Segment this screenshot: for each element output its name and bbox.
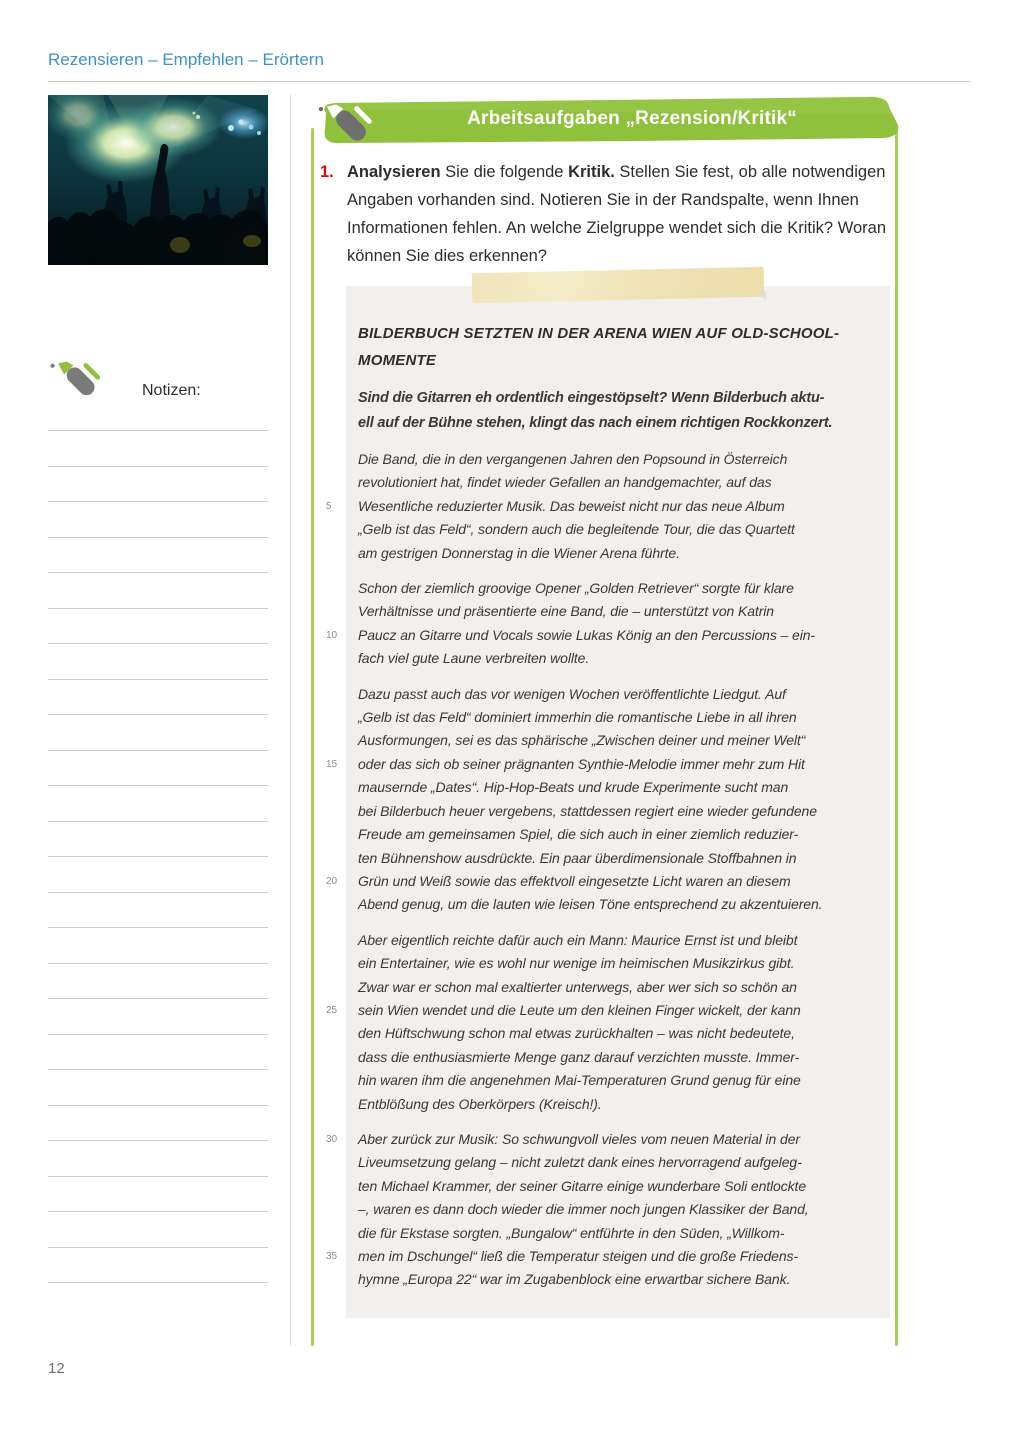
review-line: Paucz an Gitarre und Vocals sowie Lukas König an den Percussions – ein- 10	[358, 624, 876, 647]
notes-ruled-line	[48, 608, 268, 609]
concert-crowd-photo	[48, 95, 268, 265]
review-line: Schon der ziemlich groovige Opener „Golden Retriever“ sorgte für klare	[358, 580, 794, 597]
line-number: 25	[326, 1004, 338, 1016]
task-number: 1.	[320, 163, 334, 181]
notes-ruled-line	[48, 927, 268, 928]
review-line: Grün und Weiß sowie das effektvoll eingesetzte Licht waren an diesem 20	[358, 870, 876, 893]
notes-ruled-line	[48, 1176, 268, 1177]
review-line: Aber eigentlich reichte dafür auch ein Mann: Maurice Ernst ist und bleibt	[358, 931, 798, 948]
line-number: 20	[326, 875, 338, 887]
notes-ruled-line	[48, 998, 268, 999]
review-line: sein Wien wendet und die Leute um den kleinen Finger wickelt, der kann 25	[358, 999, 876, 1022]
banner-title: Arbeitsaufgaben „Rezension/Kritik“	[467, 108, 797, 129]
review-line: ten Bühnenshow ausdrückte. Ein paar überdimensionale Stoffbahnen in	[358, 849, 797, 866]
review-line: oder das sich ob seiner prägnanten Synthie-Melodie immer mehr zum Hit 15	[358, 753, 876, 776]
line-number: 15	[326, 758, 338, 770]
review-headline	[358, 320, 876, 374]
notes-ruled-line	[48, 466, 268, 467]
review-body	[326, 448, 876, 1292]
task-text-segment: Sie die folgende	[440, 163, 569, 181]
notes-ruled-line	[48, 785, 268, 786]
review-line: Wesentliche reduzierter Musik. Das beweist nicht nur das neue Album 5	[358, 495, 876, 518]
column-divider	[290, 95, 291, 1345]
notes-ruled-line	[48, 821, 268, 822]
review-line: ten Michael Krammer, der seiner Gitarre einige wunderbare Soli entlockte	[358, 1177, 807, 1194]
notes-ruled-line	[48, 1282, 268, 1283]
review-line: Sind die Gitarren eh ordentlich eingestöpselt? Wenn Bilderbuch aktu-	[358, 390, 825, 406]
notes-ruled-line	[48, 892, 268, 893]
review-line: –, waren es dann doch wieder die immer noch jungen Klassiker der Band,	[358, 1201, 809, 1218]
line-number: 30	[326, 1133, 338, 1145]
task-frame-right	[895, 128, 898, 1346]
notes-ruled-line	[48, 856, 268, 857]
line-number: 5	[326, 500, 332, 512]
review-line: Zwar war er schon mal exaltierter unterwegs, aber wer sich so schön an	[358, 978, 797, 995]
notes-ruled-line	[48, 430, 268, 431]
review-box	[326, 286, 890, 1318]
review-line: Dazu passt auch das vor wenigen Wochen veröffentlichte Liedgut. Auf	[358, 685, 786, 702]
task-text-segment: Analysieren	[347, 163, 441, 181]
notes-ruled-line	[48, 679, 268, 680]
review-paragraph	[326, 683, 876, 917]
review-line: Aber zurück zur Musik: So schwungvoll vieles vom neuen Material in der 30	[358, 1128, 876, 1151]
notes-header	[48, 348, 278, 408]
line-number: 35	[326, 1251, 338, 1262]
notes-ruled-line	[48, 1069, 268, 1070]
review-line: dass die enthusiasmierte Menge ganz darauf verzichten musste. Immer-	[358, 1048, 800, 1065]
review-line: am gestrigen Donnerstag in die Wiener Arena führte.	[358, 544, 680, 561]
review-line: Ausformungen, sei es das sphärische „Zwischen deiner und meiner Welt“	[358, 732, 806, 749]
task-text-segment: Kritik.	[568, 163, 615, 181]
breadcrumb: Rezensieren – Empfehlen – Erörtern	[48, 50, 324, 69]
review-line: ell auf der Bühne stehen, klingt das nach einem richtigen Rockkonzert.	[358, 415, 833, 431]
notes-ruled-line	[48, 1247, 268, 1248]
notes-ruled-line	[48, 1140, 268, 1141]
notes-ruled-line	[48, 537, 268, 538]
notes-ruled-line	[48, 750, 268, 751]
review-line: mausernde „Dates“. Hip-Hop-Beats und krude Experimente sucht man	[358, 779, 789, 796]
review-line: die für Ekstase sorgten. „Bungalow“ entführte in den Süden, „Willkom-	[358, 1224, 785, 1241]
page-number: 12	[48, 1360, 65, 1377]
review-headline-line: BILDERBUCH SETZTEN IN DER ARENA WIEN AUF OLD-SCHOOL-	[358, 325, 840, 342]
tape-decoration	[472, 267, 765, 304]
notes-ruled-line	[48, 501, 268, 502]
review-line: bei Bilderbuch heuer vergebens, stattdessen regiert eine wieder gefundene	[358, 802, 817, 819]
task-frame-left	[311, 128, 314, 1346]
task-text	[347, 163, 886, 265]
task-text-segment: Stellen Sie fest, ob alle notwendigen Angaben vorhanden sind. Notieren Sie in der Randspalte, wenn Ihnen Informationen fehlen. An welche Zielgruppe wendet sich die Kritik? Woran können Sie dies erkennen?	[347, 163, 886, 265]
review-line: den Hüftschwung schon mal etwas zurückhalten – was nicht bedeutete,	[358, 1025, 795, 1042]
review-paragraph	[326, 577, 876, 671]
notes-ruled-line	[48, 1105, 268, 1106]
header-rule	[48, 81, 970, 82]
notes-ruled-line	[48, 1211, 268, 1212]
review-headline-line: MOMENTE	[358, 352, 437, 369]
notes-label: Notizen:	[142, 382, 201, 399]
review-line: fach viel gute Laune verbreiten wollte.	[358, 650, 590, 667]
review-paragraph	[326, 929, 876, 1116]
review-line: Abend genug, um die lauten wie leisen Töne entsprechend zu akzentuieren.	[358, 896, 823, 913]
notes-ruled-line	[48, 643, 268, 644]
review-paragraph	[326, 448, 876, 565]
section-banner	[314, 96, 900, 144]
notes-ruled-line	[48, 572, 268, 573]
line-number: 10	[326, 629, 338, 641]
review-line: hymne „Europa 22“ war im Zugabenblock eine erwartbar sichere Bank.	[358, 1271, 791, 1288]
review-line: hin waren ihm die angenehmen Mai-Temperaturen Grund genug für eine	[358, 1072, 801, 1089]
review-line: men im Dschungel“ ließ die Temperatur steigen und die große Friedens- 35	[358, 1245, 876, 1268]
review-line: Liveumsetzung gelang – nicht zuletzt dank eines hervorragend aufgeleg-	[358, 1154, 802, 1171]
review-line: „Gelb ist das Feld“, sondern auch die begleitende Tour, die das Quartett	[358, 521, 795, 538]
task-item-1	[320, 158, 886, 270]
marker-pen-icon	[316, 90, 376, 150]
notes-ruled-line	[48, 714, 268, 715]
notes-ruled-line	[48, 1034, 268, 1035]
review-line: ein Entertainer, wie es wohl nur wenige im heimischen Musikzirkus gibt.	[358, 955, 795, 972]
notes-ruled-line	[48, 963, 268, 964]
review-paragraph	[326, 1128, 876, 1292]
review-line: Freude am gemeinsamen Spiel, die sich auch in einer ziemlich reduzier-	[358, 826, 799, 843]
marker-pen-icon	[48, 348, 104, 404]
concert-crowd-photo-art	[48, 95, 268, 265]
review-line: Verhältnisse und präsentierte eine Band, die – unterstützt von Katrin	[358, 603, 774, 620]
review-line: revolutioniert hat, findet wieder Gefallen an handgemachter, auf das	[358, 474, 772, 491]
review-lead	[358, 386, 876, 436]
review-line: „Gelb ist das Feld“ dominiert immerhin die romantische Liebe in all ihren	[358, 709, 797, 726]
review-line: Die Band, die in den vergangenen Jahren den Popsound in Österreich	[358, 451, 788, 467]
review-line: Entblößung des Oberkörpers (Kreisch!).	[358, 1095, 602, 1112]
